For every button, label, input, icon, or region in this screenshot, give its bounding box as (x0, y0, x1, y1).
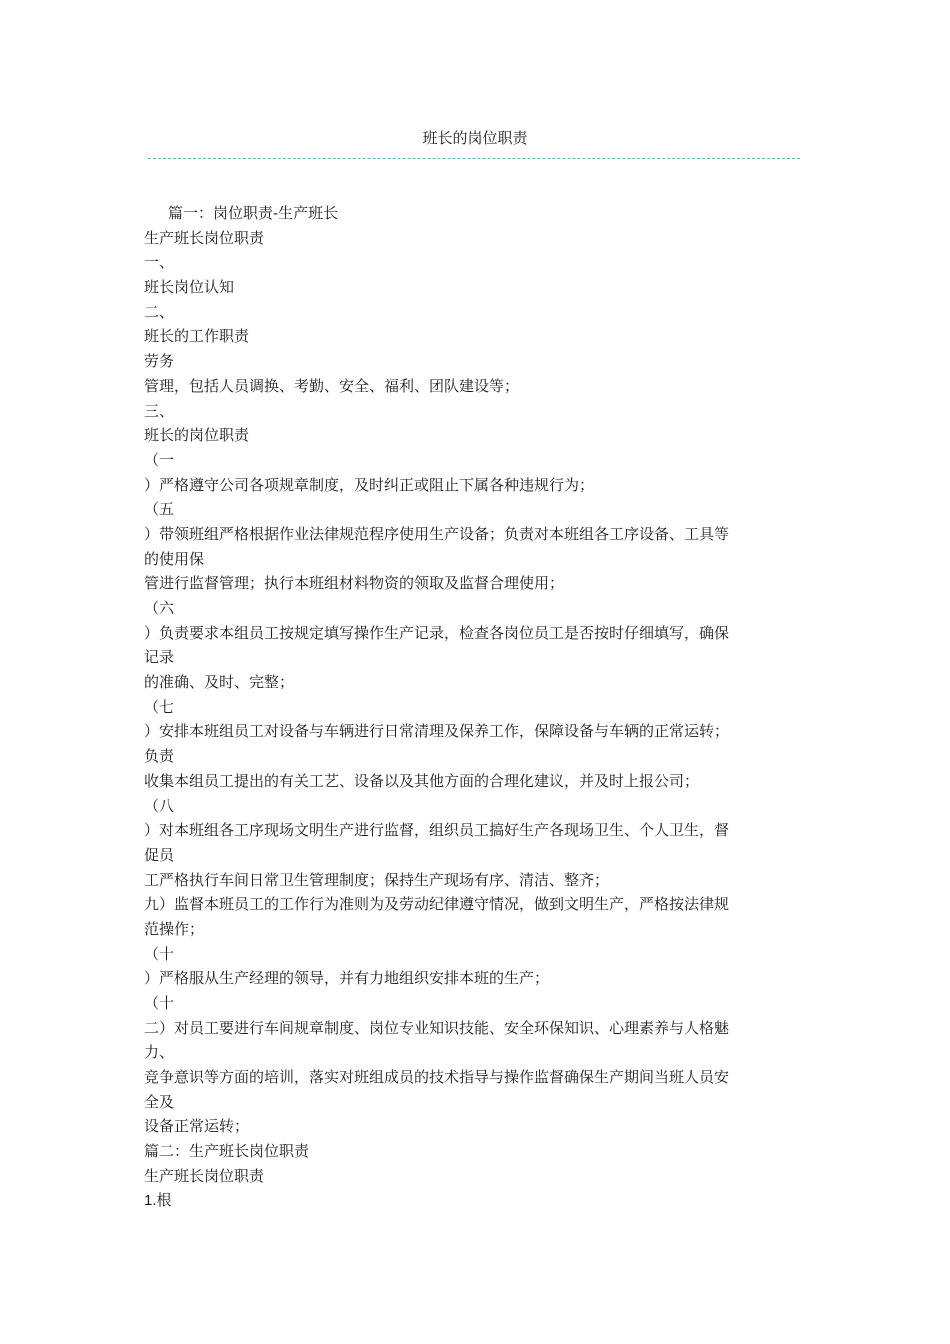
text-line: 三、 (144, 401, 175, 420)
text-line: ）安排本班组员工对设备与车辆进行日常清理及保养工作，保障设备与车辆的正常运转； (144, 722, 730, 741)
text-line: （六 (144, 599, 175, 617)
text-line: 竞争意识等方面的培训，落实对班组成员的技术指导与操作监督确保生产期间当班人员安 (144, 1068, 730, 1087)
text-line: 班长岗位认知 (144, 278, 235, 297)
text-line: 全及 (144, 1092, 175, 1111)
text-line: （八 (144, 796, 175, 815)
text-line: 的使用保 (144, 549, 205, 568)
text-line: 的准确、及时、完整； (144, 673, 295, 692)
document-body (144, 201, 812, 1213)
section-heading: 篇一：岗位职责-生产班长 (168, 204, 339, 222)
section-heading: 篇二：生产班长岗位职责 (144, 1142, 310, 1161)
text-line: 管进行监督管理；执行本班组材料物资的领取及监督合理使用； (144, 574, 565, 593)
text-line: 负责 (144, 747, 175, 766)
text-line: 劳务 (144, 352, 175, 371)
text-line: （十 (144, 994, 175, 1012)
text-line: （一 (144, 450, 175, 469)
text-line: ）带领班组严格根据作业法律规范程序使用生产设备；负责对本班组各工序设备、工具等 (144, 524, 730, 543)
text-line: 二、 (144, 302, 175, 321)
text-line: ）负责要求本组员工按规定填写操作生产记录，检查各岗位员工是否按时仔细填写，确保 (144, 623, 730, 642)
text-line: 一、 (144, 253, 175, 272)
text-line: 生产班长岗位职责 (144, 1166, 265, 1185)
text-line: ）对本班组各工序现场文明生产进行监督，组织员工搞好生产各现场卫生、个人卫生，督 (144, 821, 730, 840)
text-line: 九）监督本班员工的工作行为准则为及劳动纪律遵守情况，做到文明生产，严格按法律规 (144, 895, 730, 914)
text-line: 班长的岗位职责 (144, 426, 250, 445)
text-line: ）严格服从生产经理的领导，并有力地组织安排本班的生产； (144, 969, 550, 988)
text-line: 记录 (144, 648, 175, 667)
text-line: ）严格遵守公司各项规章制度，及时纠正或阻止下属各种违规行为； (144, 475, 595, 494)
text-line: 二）对员工要进行车间规章制度、岗位专业知识技能、安全环保知识、心理素养与人格魅 (144, 1018, 730, 1037)
text-line: 促员 (144, 845, 175, 864)
text-line: 范操作； (144, 919, 205, 938)
text-line: 收集本组员工提出的有关工艺、设备以及其他方面的合理化建议，并及时上报公司； (144, 771, 700, 790)
text-line: （五 (144, 500, 175, 519)
text-line: （十 (144, 944, 175, 963)
text-line: 管理，包括人员调换、考勤、安全、福利、团队建设等； (144, 376, 520, 395)
document-title: 班长的岗位职责 (422, 129, 528, 147)
text-line: 工严格执行车间日常卫生管理制度；保持生产现场有序、清洁、整齐； (144, 870, 610, 889)
text-line: 1.根 (144, 1191, 172, 1209)
title-divider (148, 158, 800, 159)
text-line: 力、 (144, 1043, 175, 1062)
text-line: （七 (144, 697, 175, 716)
text-line: 设备正常运转； (144, 1117, 250, 1136)
text-line: 班长的工作职责 (144, 327, 250, 346)
text-line: 生产班长岗位职责 (144, 228, 265, 247)
